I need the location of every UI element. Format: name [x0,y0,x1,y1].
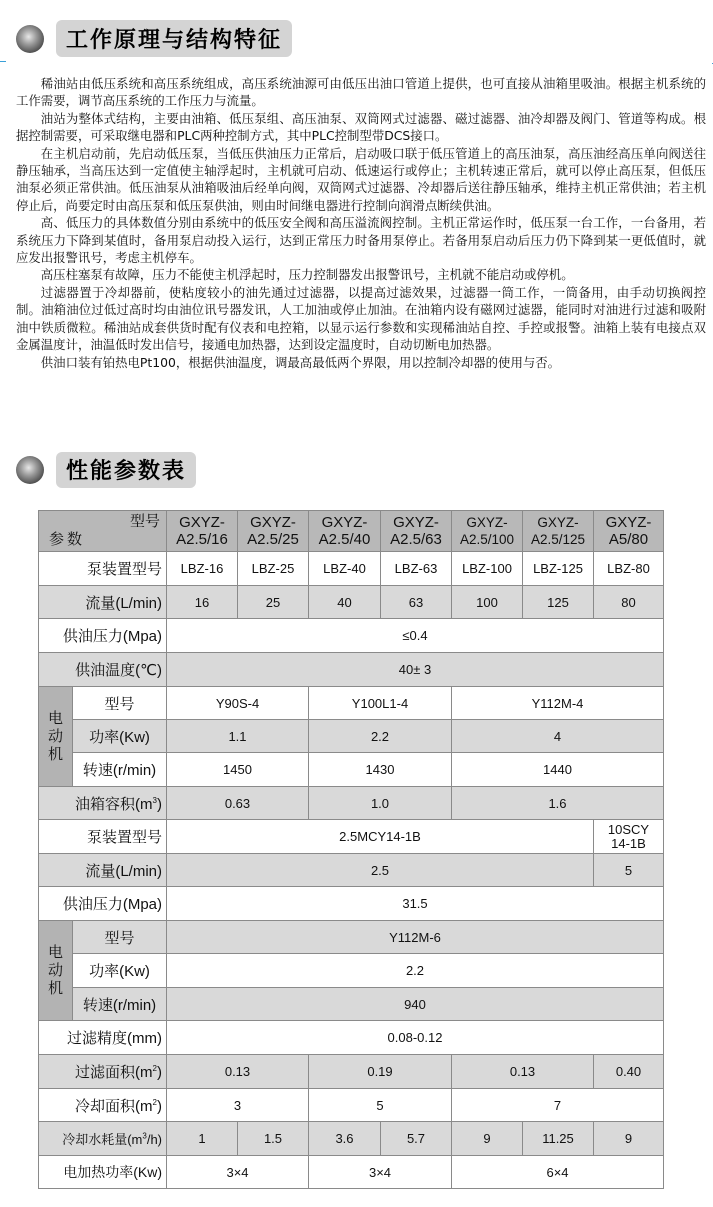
cell-line: 10SCY [607,821,650,837]
row-label [39,1055,167,1089]
label-text: /h) [146,1132,162,1147]
table-row [39,887,664,921]
table-cell: LBZ-25 [238,552,309,586]
table-row [39,720,664,753]
paragraph: 油站为整体式结构，主要由油箱、低压泵组、高压油泵、双筒网式过滤器、磁过滤器、油冷却器及阀门、管道等构成。根据控制需要，可采取继电器和PLC两种控制方式，其中PLC控制型带DCS接口。 [16,110,706,144]
model-line: A2.5/16 [176,531,228,548]
table-cell: 7 [452,1089,664,1122]
table-cell: 100 [452,586,523,619]
table-cell: 9 [594,1122,664,1156]
table-row [39,653,664,687]
table-cell: 9 [452,1122,523,1156]
cell-line: 14-1B [611,835,646,851]
table-cell: 125 [523,586,594,619]
model-header [381,511,452,552]
table-cell: 63 [381,586,452,619]
table-cell: LBZ-16 [167,552,238,586]
table-cell: LBZ-40 [309,552,381,586]
table-cell: 2.5MCY14-1B [167,820,594,854]
row-label: 功率(Kw) [73,954,167,988]
table-cell: 0.08-0.12 [167,1021,664,1055]
section-title: 工作原理与结构特征 [56,20,292,57]
motor-group-label [39,921,73,1021]
paragraph: 稀油站由低压系统和高压系统组成，高压系统油源可由低压出油口管道上提供，也可直接从油箱里吸油。根据主机系统的工作需要，调节高压系统的工作压力与流量。 [16,76,706,109]
table-row [39,820,664,854]
principle-text [16,75,706,371]
model-line: GXYZ- [466,515,508,530]
table-row [39,1122,664,1156]
table-cell: 1.6 [452,787,664,820]
group-char: 电 [47,943,63,961]
table-row [39,619,664,653]
decorative-line [0,61,6,62]
group-char: 动 [47,727,63,745]
label-text: ) [157,1097,162,1115]
group-char: 机 [47,979,63,997]
table-row [39,1021,664,1055]
table-row [39,1089,664,1122]
table-row [39,954,664,988]
table-cell: 40± 3 [167,653,664,687]
model-header [523,511,594,552]
model-line: GXYZ- [537,515,579,530]
table-cell: 5 [309,1089,452,1122]
table-row [39,687,664,720]
table-cell: 2.2 [309,720,452,753]
model-line: GXYZ- [393,514,439,531]
label-text: 过滤面积(m [75,1064,153,1081]
label-sup: 3 [152,795,157,805]
model-line: A2.5/40 [318,531,371,548]
bullet-sphere-icon [16,456,44,484]
table-row [39,753,664,787]
table-cell: Y100L1-4 [309,687,452,720]
table-cell: 5 [594,854,664,887]
group-char: 动 [47,961,63,979]
label-sup: 3 [142,1131,147,1141]
table-cell: LBZ-100 [452,552,523,586]
table-row [39,854,664,887]
table-cell: 0.13 [452,1055,594,1089]
table-row [39,787,664,820]
row-label: 流量(L/min) [39,854,167,887]
table-cell: 6×4 [452,1156,664,1189]
table-cell: 25 [238,586,309,619]
table-row [39,1055,664,1089]
table-row [39,988,664,1021]
row-label: 供油压力(Mpa) [39,887,167,921]
label-text: 油箱容积(m [75,795,153,813]
row-label: 泵装置型号 [39,820,167,854]
paragraph: 在主机启动前，先启动低压泵，当低压供油压力正常后，启动吸口联于低压管道上的高压油泵，高压油经高压单向阀送往静压轴承，当高压达到一定值使主轴浮起时，主机就可启动、低速运行或停止；主机转速正常后，就可以停止高压泵，但低压油泵必须正常供油。低压油泵从油箱吸油后经单向阀，双筒网式过滤器、冷却器后送往静压轴承，维持主机正常供油；若主机停止后，尚要定时由高压泵和低压泵供油，则由时间继电器进行控制向润滑点断续供油。 [16,145,706,213]
section-heading-specs [16,452,196,488]
model-line: A2.5/125 [530,532,586,547]
row-label: 过滤精度(mm) [39,1021,167,1055]
table-cell: 3.6 [309,1122,381,1156]
corner-header-cell [39,511,167,552]
model-header [452,511,523,552]
corner-param-label: 参数 [49,531,86,548]
row-label: 型号 [73,921,167,954]
row-label [39,787,167,820]
section-heading-principle [16,20,292,57]
label-sup: 2 [152,1064,157,1073]
group-char: 机 [47,745,63,763]
model-line: A2.5/63 [390,531,442,548]
table-cell: Y112M-6 [167,921,664,954]
model-header [238,511,309,552]
table-cell: 16 [167,586,238,619]
label-text: ) [157,795,162,813]
table-cell: 4 [452,720,664,753]
row-label: 供油压力(Mpa) [39,619,167,653]
model-line: A5/80 [608,531,649,548]
model-line: GXYZ- [321,514,368,531]
table-cell: LBZ-63 [381,552,452,586]
table-cell: 3 [167,1089,309,1122]
table-cell: 3×4 [309,1156,452,1189]
row-label: 流量(L/min) [39,586,167,619]
table-cell: 2.2 [167,954,664,988]
table-row [39,552,664,586]
group-char: 电 [47,709,63,727]
table-cell: 0.13 [167,1055,309,1089]
model-line: GXYZ- [250,514,296,531]
row-label [39,1089,167,1122]
row-label: 电加热功率(Kw) [39,1156,167,1189]
table-cell: 2.5 [167,854,594,887]
row-label: 泵装置型号 [39,552,167,586]
table-cell: ≤0.4 [167,619,664,653]
table-cell: LBZ-80 [594,552,664,586]
label-text: 冷却水耗量(m [62,1132,143,1147]
table-cell: 40 [309,586,381,619]
motor-group-label [39,687,73,787]
table-cell: 0.63 [167,787,309,820]
table-cell: 3×4 [167,1156,309,1189]
table-row [39,586,664,619]
table-cell: 1.5 [238,1122,309,1156]
row-label: 功率(Kw) [73,720,167,753]
table-cell: 1450 [167,753,309,787]
table-cell: Y112M-4 [452,687,664,720]
model-line: GXYZ- [605,514,652,531]
row-label: 型号 [73,687,167,720]
performance-parameter-table [38,510,664,1189]
table-row [39,921,664,954]
table-cell: 5.7 [381,1122,452,1156]
table-cell: 1.1 [167,720,309,753]
table-cell: 940 [167,988,664,1021]
table-header-row [39,511,664,552]
label-sup: 2 [152,1097,157,1107]
table-cell: 1440 [452,753,664,787]
table-cell: 0.40 [594,1055,664,1089]
corner-model-label: 型号 [129,513,160,530]
model-line: A2.5/25 [247,531,299,548]
table-cell [594,820,664,854]
label-text: 冷却面积(m [75,1097,153,1115]
paragraph: 高、低压力的具体数值分别由系统中的低压安全阀和高压溢流阀控制。主机正常运作时，低压泵一台工作，一台备用，若系统压力下降到某值时，备用泵启动投入运行，达到正常压力时备用泵停止。若备用泵启动后压力仍下降到某一更低值时，就应发出报警讯号，考虑主机停车。 [16,215,706,266]
table-cell: Y90S-4 [167,687,309,720]
model-line: GXYZ- [179,514,225,531]
table-cell: 1430 [309,753,452,787]
model-header [167,511,238,552]
table-cell: 31.5 [167,887,664,921]
model-header [309,511,381,552]
table-cell: 0.19 [309,1055,452,1089]
model-header [594,511,664,552]
paragraph: 高压柱塞泵有故障，压力不能使主机浮起时，压力控制器发出报警讯号，主机就不能启动或停机。 [40,267,574,283]
row-label: 转速(r/min) [73,988,167,1021]
table-cell: 80 [594,586,664,619]
row-label: 转速(r/min) [73,753,167,787]
section-title: 性能参数表 [56,452,196,488]
paragraph: 供油口装有铂热电Pt100，根据供油温度，调最高最低两个界限，用以控制冷却器的使用与否。 [40,354,561,370]
paragraph: 过滤器置于冷却器前，使粘度较小的油先通过过滤器，以提高过滤效果，过滤器一筒工作，一筒备用，由手动切换阀控制。油箱油位过低过高时均由油位讯号器发讯，人工加油或停止加油。在油箱内设有磁网过滤器，能同时对油进行过滤和吸附油中铁质微粒。稀油站成套供货时配有仪表和电控箱，以显示运行参数和实现稀油站自控、手控或报警。油箱上装有电接点双金属温度计，油温低时发出信号，接通电加热器，达到设定温度时，自动切断电加热器。 [16,284,706,353]
model-line: A2.5/100 [459,532,515,547]
row-label [39,1122,167,1156]
table-cell: 11.25 [523,1122,594,1156]
table-cell: 1.0 [309,787,452,820]
label-text: ) [157,1064,162,1081]
bullet-sphere-icon [16,25,44,53]
table-row [39,1156,664,1189]
table-cell: LBZ-125 [523,552,594,586]
row-label: 供油温度(℃) [39,653,167,687]
table-cell: 1 [167,1122,238,1156]
